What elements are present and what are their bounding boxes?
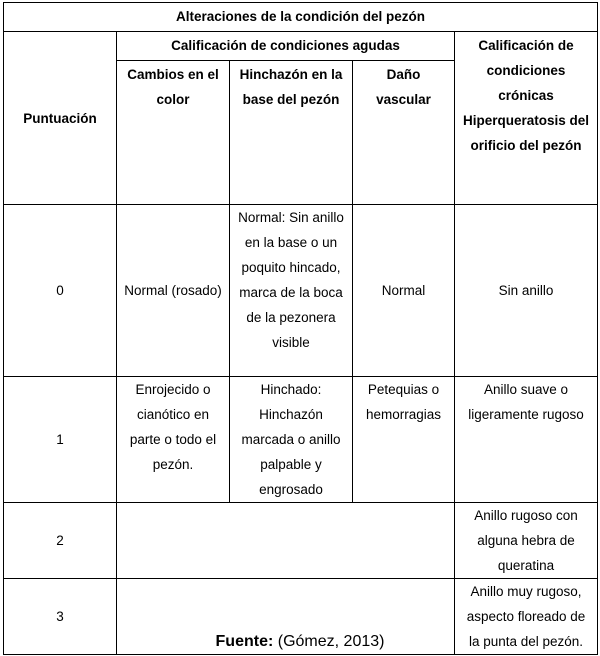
table-row xyxy=(4,503,598,579)
vascular-cell: Normal xyxy=(353,205,455,377)
chronic-conditions-header: Calificación de condiciones crónicas Hiperqueratosis del orificio del pezón xyxy=(455,32,598,205)
table-row xyxy=(4,377,598,503)
source-label: Fuente: xyxy=(215,633,274,650)
chronic-cell: Anillo rugoso con alguna hebra de queratina xyxy=(455,503,598,579)
chronic-cell: Anillo muy rugoso, aspecto floreado de la punta del pezón. xyxy=(455,579,598,655)
vascular-damage-header: Daño vascular xyxy=(353,61,455,205)
nipple-condition-table xyxy=(3,2,598,655)
color-change-header: Cambios en el color xyxy=(117,61,230,205)
score-cell: 2 xyxy=(4,503,117,579)
table-title: Alteraciones de la condición del pezón xyxy=(4,3,598,32)
score-cell: 0 xyxy=(4,205,117,377)
swelling-cell: Hinchado: Hinchazón marcada o anillo palpable y engrosado xyxy=(230,377,353,503)
source-citation: (Gómez, 2013) xyxy=(277,633,385,650)
swelling-header: Hinchazón en la base del pezón xyxy=(230,61,353,205)
table-row xyxy=(4,205,598,377)
empty-acute-cell xyxy=(117,503,455,579)
score-cell: 3 xyxy=(4,579,117,655)
source-caption xyxy=(0,632,600,652)
color-cell: Enrojecido o cianótico en parte o todo el pezón. xyxy=(117,377,230,503)
score-cell: 1 xyxy=(4,377,117,503)
vascular-cell: Petequias o hemorragias xyxy=(353,377,455,503)
score-header: Puntuación xyxy=(4,32,117,205)
color-cell: Normal (rosado) xyxy=(117,205,230,377)
chronic-cell: Anillo suave o ligeramente rugoso xyxy=(455,377,598,503)
chronic-cell: Sin anillo xyxy=(455,205,598,377)
swelling-cell: Normal: Sin anillo en la base o un poquito hincado, marca de la boca de la pezonera visible xyxy=(230,205,353,377)
acute-conditions-header: Calificación de condiciones agudas xyxy=(117,32,455,61)
